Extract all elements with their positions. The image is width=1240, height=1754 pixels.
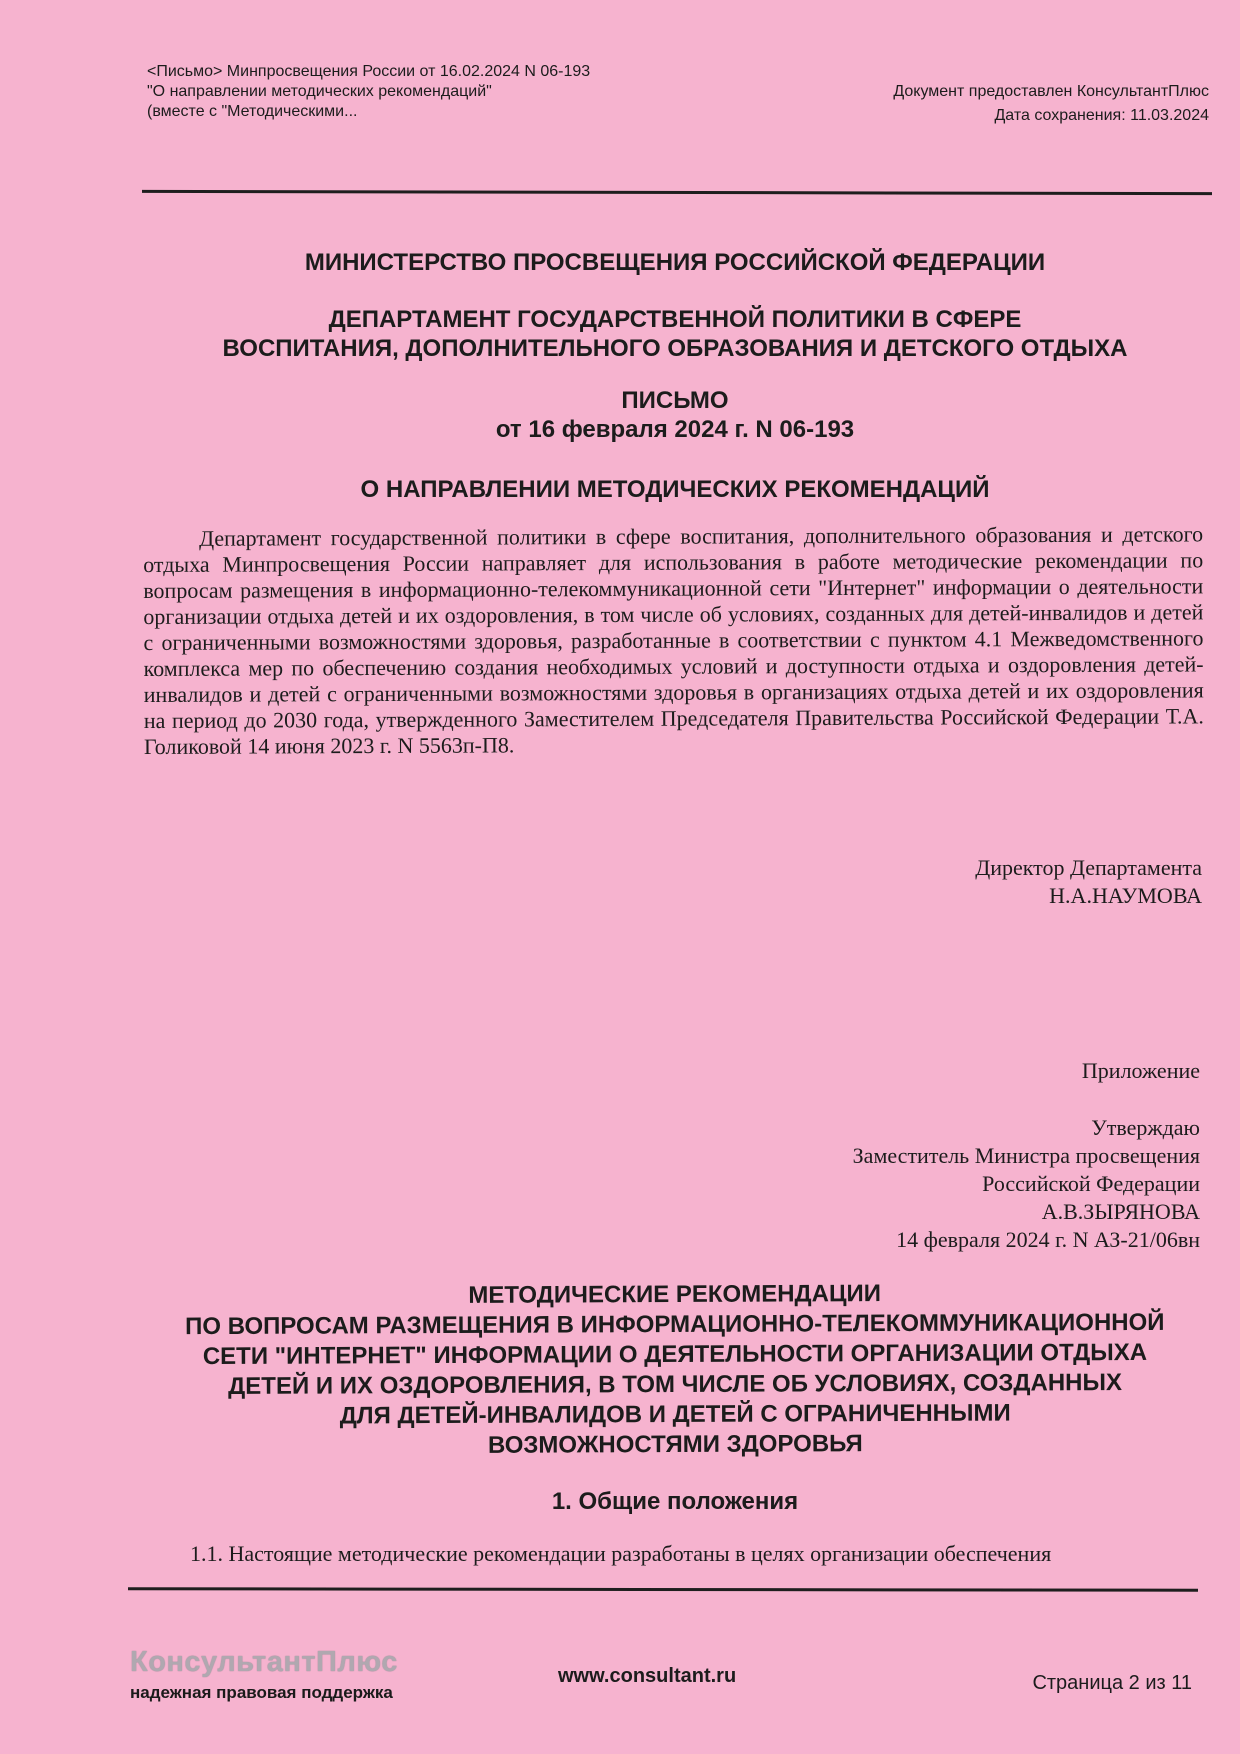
department-line: ВОСПИТАНИЯ, ДОПОЛНИТЕЛЬНОГО ОБРАЗОВАНИЯ И ДЕТСКОГО ОТДЫХА [222, 335, 1128, 362]
reference-line: (вместе с "Методическими... [147, 103, 358, 120]
page-number: Страница 2 из 11 [1032, 1672, 1192, 1694]
approval-line: А.В.ЗЫРЯНОВА [1041, 1199, 1200, 1224]
reference-line: "О направлении методических рекомендаций" [147, 83, 492, 100]
approval-line: Российской Федерации [982, 1171, 1200, 1196]
approval-block [853, 1114, 1200, 1254]
recommendations-title [140, 1278, 1211, 1463]
site-url: www.consultant.ru [558, 1665, 737, 1687]
reference-line: <Письмо> Минпросвещения России от 16.02.2024 N 06-193 [147, 63, 591, 80]
save-date: Дата сохранения: 11.03.2024 [994, 107, 1209, 124]
provider-info [893, 80, 1209, 128]
signatory-name: Н.А.НАУМОВА [1049, 883, 1202, 908]
signature-block [975, 854, 1202, 910]
title-line: МЕТОДИЧЕСКИЕ РЕКОМЕНДАЦИИ [468, 1280, 882, 1309]
ministry-title: МИНИСТЕРСТВО ПРОСВЕЩЕНИЯ РОССИЙСКОЙ ФЕДЕРАЦИИ [304, 249, 1046, 276]
department-title [140, 305, 1210, 363]
title-line: СЕТИ "ИНТЕРНЕТ" ИНФОРМАЦИИ О ДЕЯТЕЛЬНОСТИ ОРГАНИЗАЦИИ ОТДЫХА [202, 1338, 1148, 1371]
signatory-position: Директор Департамента [975, 855, 1202, 880]
letter-subject: О НАПРАВЛЕНИИ МЕТОДИЧЕСКИХ РЕКОМЕНДАЦИЙ [360, 476, 990, 503]
section-heading: 1. Общие положения [551, 1488, 799, 1515]
document-reference [147, 62, 590, 122]
title-line: ВОЗМОЖНОСТЯМИ ЗДОРОВЬЯ [487, 1430, 863, 1459]
approval-line: Заместитель Министра просвещения [852, 1143, 1200, 1168]
title-line: ДЕТЕЙ И ИХ ОЗДОРОВЛЕНИЯ, В ТОМ ЧИСЛЕ ОБ УСЛОВИЯХ, СОЗДАННЫХ [228, 1369, 1123, 1400]
title-line: ПО ВОПРОСАМ РАЗМЕЩЕНИЯ В ИНФОРМАЦИОННО-ТЕЛЕКОММУНИКАЦИОННОЙ [185, 1308, 1165, 1341]
letter-number: от 16 февраля 2024 г. N 06-193 [495, 416, 855, 443]
provider-label: Документ предоставлен КонсультантПлюс [893, 83, 1209, 100]
approval-line: 14 февраля 2024 г. N АЗ-21/06вн [896, 1227, 1200, 1252]
brand-tagline: надежная правовая поддержка [130, 1683, 393, 1702]
clause-text: 1.1. Настоящие методические рекомендации разработаны в целях организации обеспечения [190, 1541, 1052, 1566]
approval-line: Утверждаю [1091, 1115, 1200, 1140]
letter-title: ПИСЬМО [621, 387, 729, 414]
letter-body [143, 521, 1204, 760]
letter-heading [140, 386, 1210, 444]
title-line: ДЛЯ ДЕТЕЙ-ИНВАЛИДОВ И ДЕТЕЙ С ОГРАНИЧЕННЫМИ [339, 1399, 1011, 1430]
annex-label: Приложение [1081, 1058, 1200, 1083]
brand-name: КонсультантПлюс [130, 1646, 398, 1678]
body-paragraph: Департамент государственной политики в сфере воспитания, дополнительного образования и детского отдыха Минпросвещения России направляет для использования в работе методические рекомендации по вопросам размещения в информационно-телекоммуникационной сети "Интернет" информации о деятельности организации отдыха детей и их оздоровления, в том числе об условиях, созданных для детей-инвалидов и детей с ограниченными возможностями здоровья, разработанные в соответствии с пунктом 4.1 Межведомственного комплекса мер по обеспечению создания необходимых условий и доступности отдыха и оздоровления детей-инвалидов и детей с ограниченными возможностями здоровья в организациях отдыха детей и их оздоровления на период до 2030 года, утвержденного Заместителем Председателя Правительства Российской Федерации Т.А. Голиковой 14 июня 2023 г. N 5563п-П8. [143, 521, 1204, 759]
header-divider [142, 190, 1212, 195]
footer-divider [128, 1587, 1198, 1591]
consultant-logo [130, 1646, 398, 1703]
department-line: ДЕПАРТАМЕНТ ГОСУДАРСТВЕННОЙ ПОЛИТИКИ В СФЕРЕ [328, 306, 1022, 333]
